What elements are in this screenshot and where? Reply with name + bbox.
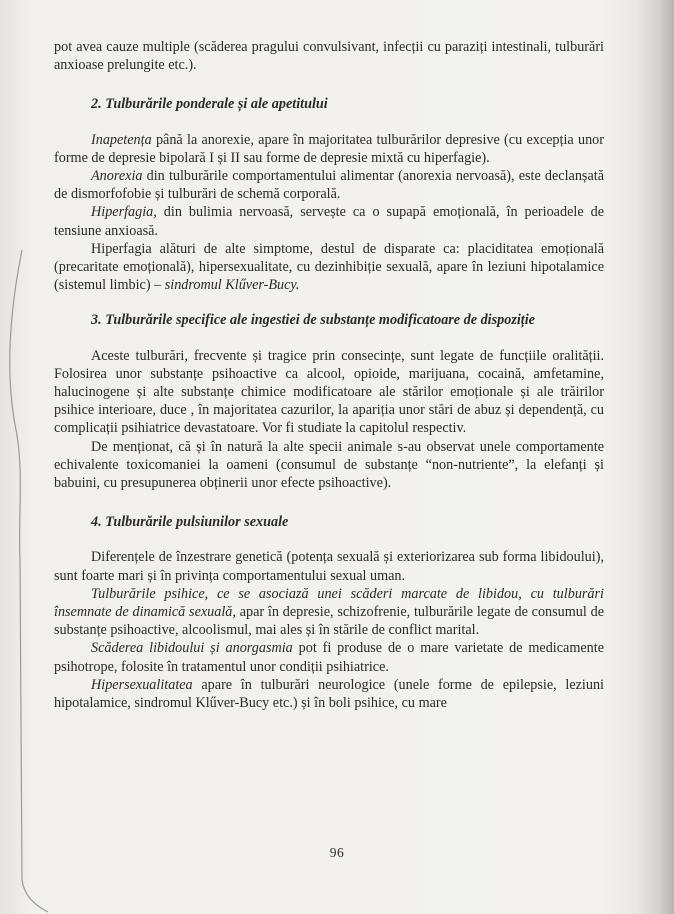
paragraph-text: apar în depresie, schizofrenie, tulburările legate de consumul de substanțe psihoactive, alcoolismul, mai ales și în stările de conflict marital. [54, 604, 605, 639]
paragraph-inapetenta [54, 131, 604, 167]
page-curl-shadow [0, 0, 60, 914]
paragraph-continuation: pot avea cauze multiple (scăderea pragului convulsivant, infecții cu paraziți intestinali, tulburări anxioase prelungite etc.). [54, 39, 604, 74]
section-heading-3: 3. Tulburările specifice ale ingestiei de substanțe modificatoare de dispoziție [91, 312, 535, 329]
emphasis-term: Hipersexualitatea [91, 676, 193, 693]
emphasis-term: Inapetența [91, 131, 152, 148]
paragraph-text: apare în tulburări neurologice (unele forme de epilepsie, leziuni hipotalamice, sindromul Klűver-Bucy etc.) și în boli psihice, cu mare [54, 676, 604, 712]
paragraph-diferente: Diferențele de înzestrare genetică (potența sexuală și exteriorizarea sub forma libidoului), sunt foarte mari și în privința comportamentului sexual uman. [54, 549, 604, 584]
page-text-body [54, 38, 604, 712]
paragraph-hipersexualitatea [54, 676, 604, 712]
paragraph-specii-animale: De menționat, că și în natură la alte specii animale s-au observat unele comportamente echivalente toxicomaniei la oameni (consumul de substanțe “non-nutriente”, la elefanți și babuini, cu presupunerea obținerii unor efecte psihoactive). [54, 438, 604, 492]
section-heading-4: 4. Tulburările pulsiunilor sexuale [91, 514, 289, 531]
paragraph-scaderea-libidoului [54, 639, 604, 675]
book-spine-shadow [636, 0, 674, 914]
emphasis-term: sindromul Klűver-Bucy. [164, 277, 300, 294]
paragraph-text: pot fi produse de o mare varietate de medicamente psihotrope, folosite în tratamentul unor condiții psihiatrice. [54, 640, 604, 675]
emphasis-term: Anorexia [91, 168, 143, 185]
paragraph-hiperfagia-simptome [54, 240, 604, 295]
emphasis-term: Scăderea libidoului și anorgasmia [91, 640, 293, 657]
paragraph-text: până la anorexie, apare în majoritatea tulburărilor depresive (cu excepția unor forme de depresie bipolară I și II sau forme de depresie mixtă cu hiperfagie). [54, 131, 604, 166]
emphasis-term: Hiperfagia, [91, 204, 157, 221]
emphasis-term: Tulburările psihice, ce se asociază unei scăderi marcate de libidou, cu tulburări însemnate de dinamică sexuală, [54, 585, 604, 621]
paragraph-hiperfagia [54, 203, 604, 239]
paragraph-text: din tulburările comportamentului alimentar (anorexia nervoasă), este declanșată de dismorfofobie și tulburări de schemă corporală. [54, 168, 604, 203]
paragraph-text: din bulimia nervoasă, servește ca o supapă emoțională, în perioadele de tensiune anxioasă. [54, 204, 604, 239]
paragraph-substante: Aceste tulburări, frecvente și tragice prin consecințe, sunt legate de funcțiile oralității. Folosirea unor substanțe psihoactive ca alcool, opioide, marijuana, cocaină, amfetamine, halucinogene și alte substanțe chimice modificatoare ale stărilor emoționale și ale trăirilor psihice interioare, duce , în majoritatea cazurilor, la apariția unor stări de abuz și dependență, cu complicații psihiatrice devastatoare. Vor fi studiate la capitolul respectiv. [54, 347, 604, 437]
page-number: 96 [329, 845, 345, 860]
paragraph-tulburari-psihice [54, 585, 604, 640]
section-heading-2: 2. Tulburările ponderale și ale apetitului [91, 96, 328, 113]
paragraph-anorexia [54, 167, 604, 203]
paragraph-text: Hiperfagia alături de alte simptome, destul de disparate ca: placiditatea emoțională (precaritate emoțională), hipersexualitate, cu dezinhibiție sexuală, apare în leziuni hipotalamice (sistemul limbic) – [54, 240, 604, 294]
